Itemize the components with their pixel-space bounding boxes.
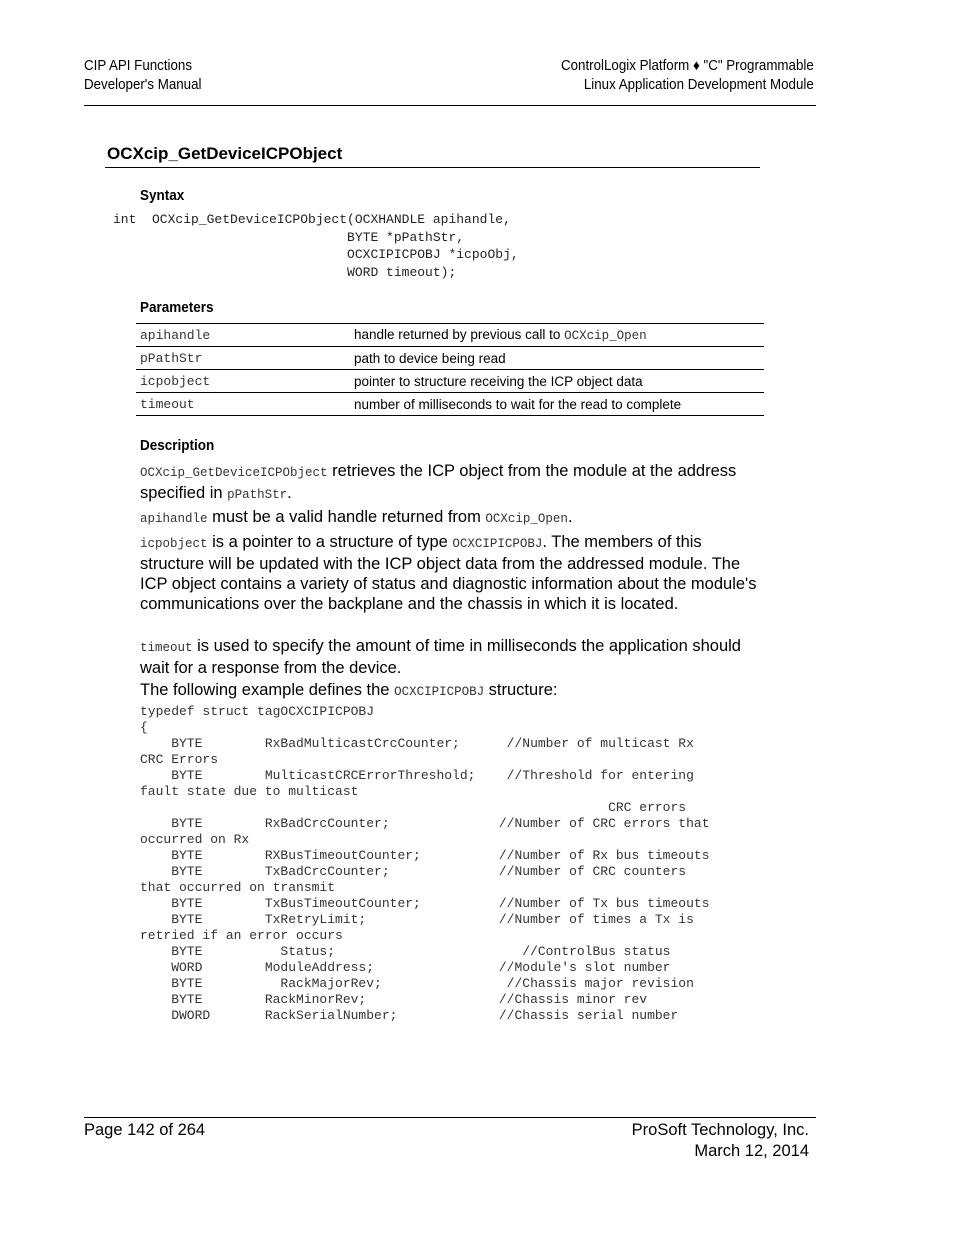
title-underline bbox=[105, 167, 760, 168]
footer-divider bbox=[84, 1117, 816, 1118]
inline-code: OCXcip_Open bbox=[485, 512, 568, 526]
parameters-heading: Parameters bbox=[140, 299, 214, 316]
parameters-table bbox=[136, 323, 764, 416]
param-desc-text: handle returned by previous call to bbox=[354, 327, 565, 342]
param-name: pPathStr bbox=[136, 347, 350, 370]
param-desc-code: OCXcip_Open bbox=[564, 329, 647, 343]
page-number: Page 142 of 264 bbox=[84, 1121, 206, 1139]
description-paragraph bbox=[140, 507, 765, 529]
inline-code: OCXCIPICPOBJ bbox=[394, 685, 485, 699]
param-desc: number of milliseconds to wait for the read to complete bbox=[350, 393, 764, 416]
struct-code-block: typedef struct tagOCXCIPICPOBJ { BYTE RxBadMulticastCrcCounter; //Number of multicast Rx CRC Errors BYTE MulticastCRCErrorThreshold; //Threshold for entering fault state due to multicast CRC errors BYTE RxBadCrcCounter; //Number of CRC errors that occurred on Rx BYTE RXBusTimeoutCounter; //Number of Rx bus timeouts BYTE TxBadCrcCounter; //Number of CRC counters that occurred on transmit BYTE TxBusTimeoutCounter; //Number of Tx bus timeouts BYTE TxRetryLimit; //Number of times a Tx is retried if an error occurs BYTE Status; //ControlBus status WORD ModuleAddress; //Module's slot number BYTE RackMajorRev; //Chassis major revision BYTE RackMinorRev; //Chassis minor rev DWORD RackSerialNumber; //Chassis serial number bbox=[140, 704, 710, 1023]
inline-code: OCXCIPICPOBJ bbox=[452, 537, 543, 551]
paragraph-text: is used to specify the amount of time in milliseconds the application should wait for a response from the device. bbox=[140, 637, 741, 677]
param-name: timeout bbox=[136, 393, 350, 416]
paragraph-text: structure: bbox=[484, 681, 558, 699]
param-desc: pointer to structure receiving the ICP object data bbox=[350, 370, 764, 393]
inline-code: OCXcip_GetDeviceICPObject bbox=[140, 466, 328, 480]
inline-code: apihandle bbox=[140, 512, 208, 526]
syntax-heading: Syntax bbox=[140, 187, 185, 204]
paragraph-text: . The members of this structure will be updated with the ICP object data from the addressed module. The ICP object contains a variety of status and diagnostic information about the module's communications over the backplane and the chassis in which it is located. bbox=[140, 533, 757, 613]
syntax-code: int OCXcip_GetDeviceICPObject(OCXHANDLE apihandle, BYTE *pPathStr, OCXCIPICPOBJ *icpoObj, WORD timeout); bbox=[113, 212, 519, 280]
footer-right bbox=[632, 1120, 809, 1162]
table-row bbox=[136, 393, 764, 416]
publication-date: March 12, 2014 bbox=[694, 1142, 809, 1160]
header-left bbox=[84, 57, 201, 95]
function-title: OCXcip_GetDeviceICPObject bbox=[107, 144, 343, 163]
param-name: apihandle bbox=[136, 324, 350, 347]
header-divider bbox=[84, 105, 816, 106]
param-desc: path to device being read bbox=[350, 347, 764, 370]
description-paragraph bbox=[140, 636, 765, 678]
param-desc bbox=[350, 324, 764, 347]
company-name: ProSoft Technology, Inc. bbox=[631, 1121, 809, 1139]
table-row bbox=[136, 370, 764, 393]
header-right bbox=[561, 57, 814, 95]
param-name: icpobject bbox=[136, 370, 350, 393]
inline-code: timeout bbox=[140, 641, 193, 655]
header-platform: ControlLogix Platform ♦ "C" Programmable bbox=[561, 58, 814, 74]
inline-code: pPathStr bbox=[227, 488, 288, 502]
paragraph-text: . bbox=[567, 508, 573, 526]
description-paragraph bbox=[140, 680, 765, 702]
description-heading: Description bbox=[140, 437, 215, 454]
header-module: Linux Application Development Module bbox=[584, 77, 814, 93]
paragraph-text: must be a valid handle returned from bbox=[207, 508, 486, 526]
header-manual-title: CIP API Functions bbox=[84, 58, 193, 74]
paragraph-text: The following example defines the bbox=[140, 681, 395, 699]
header-manual-subtitle: Developer's Manual bbox=[84, 77, 202, 93]
inline-code: icpobject bbox=[140, 537, 208, 551]
paragraph-text: . bbox=[287, 484, 292, 502]
table-row bbox=[136, 347, 764, 370]
paragraph-text: retrieves the ICP object from the module at the address specified in bbox=[140, 462, 737, 502]
paragraph-text: is a pointer to a structure of type bbox=[207, 533, 453, 551]
table-row bbox=[136, 324, 764, 347]
description-paragraph bbox=[140, 461, 765, 505]
description-paragraph bbox=[140, 532, 765, 614]
